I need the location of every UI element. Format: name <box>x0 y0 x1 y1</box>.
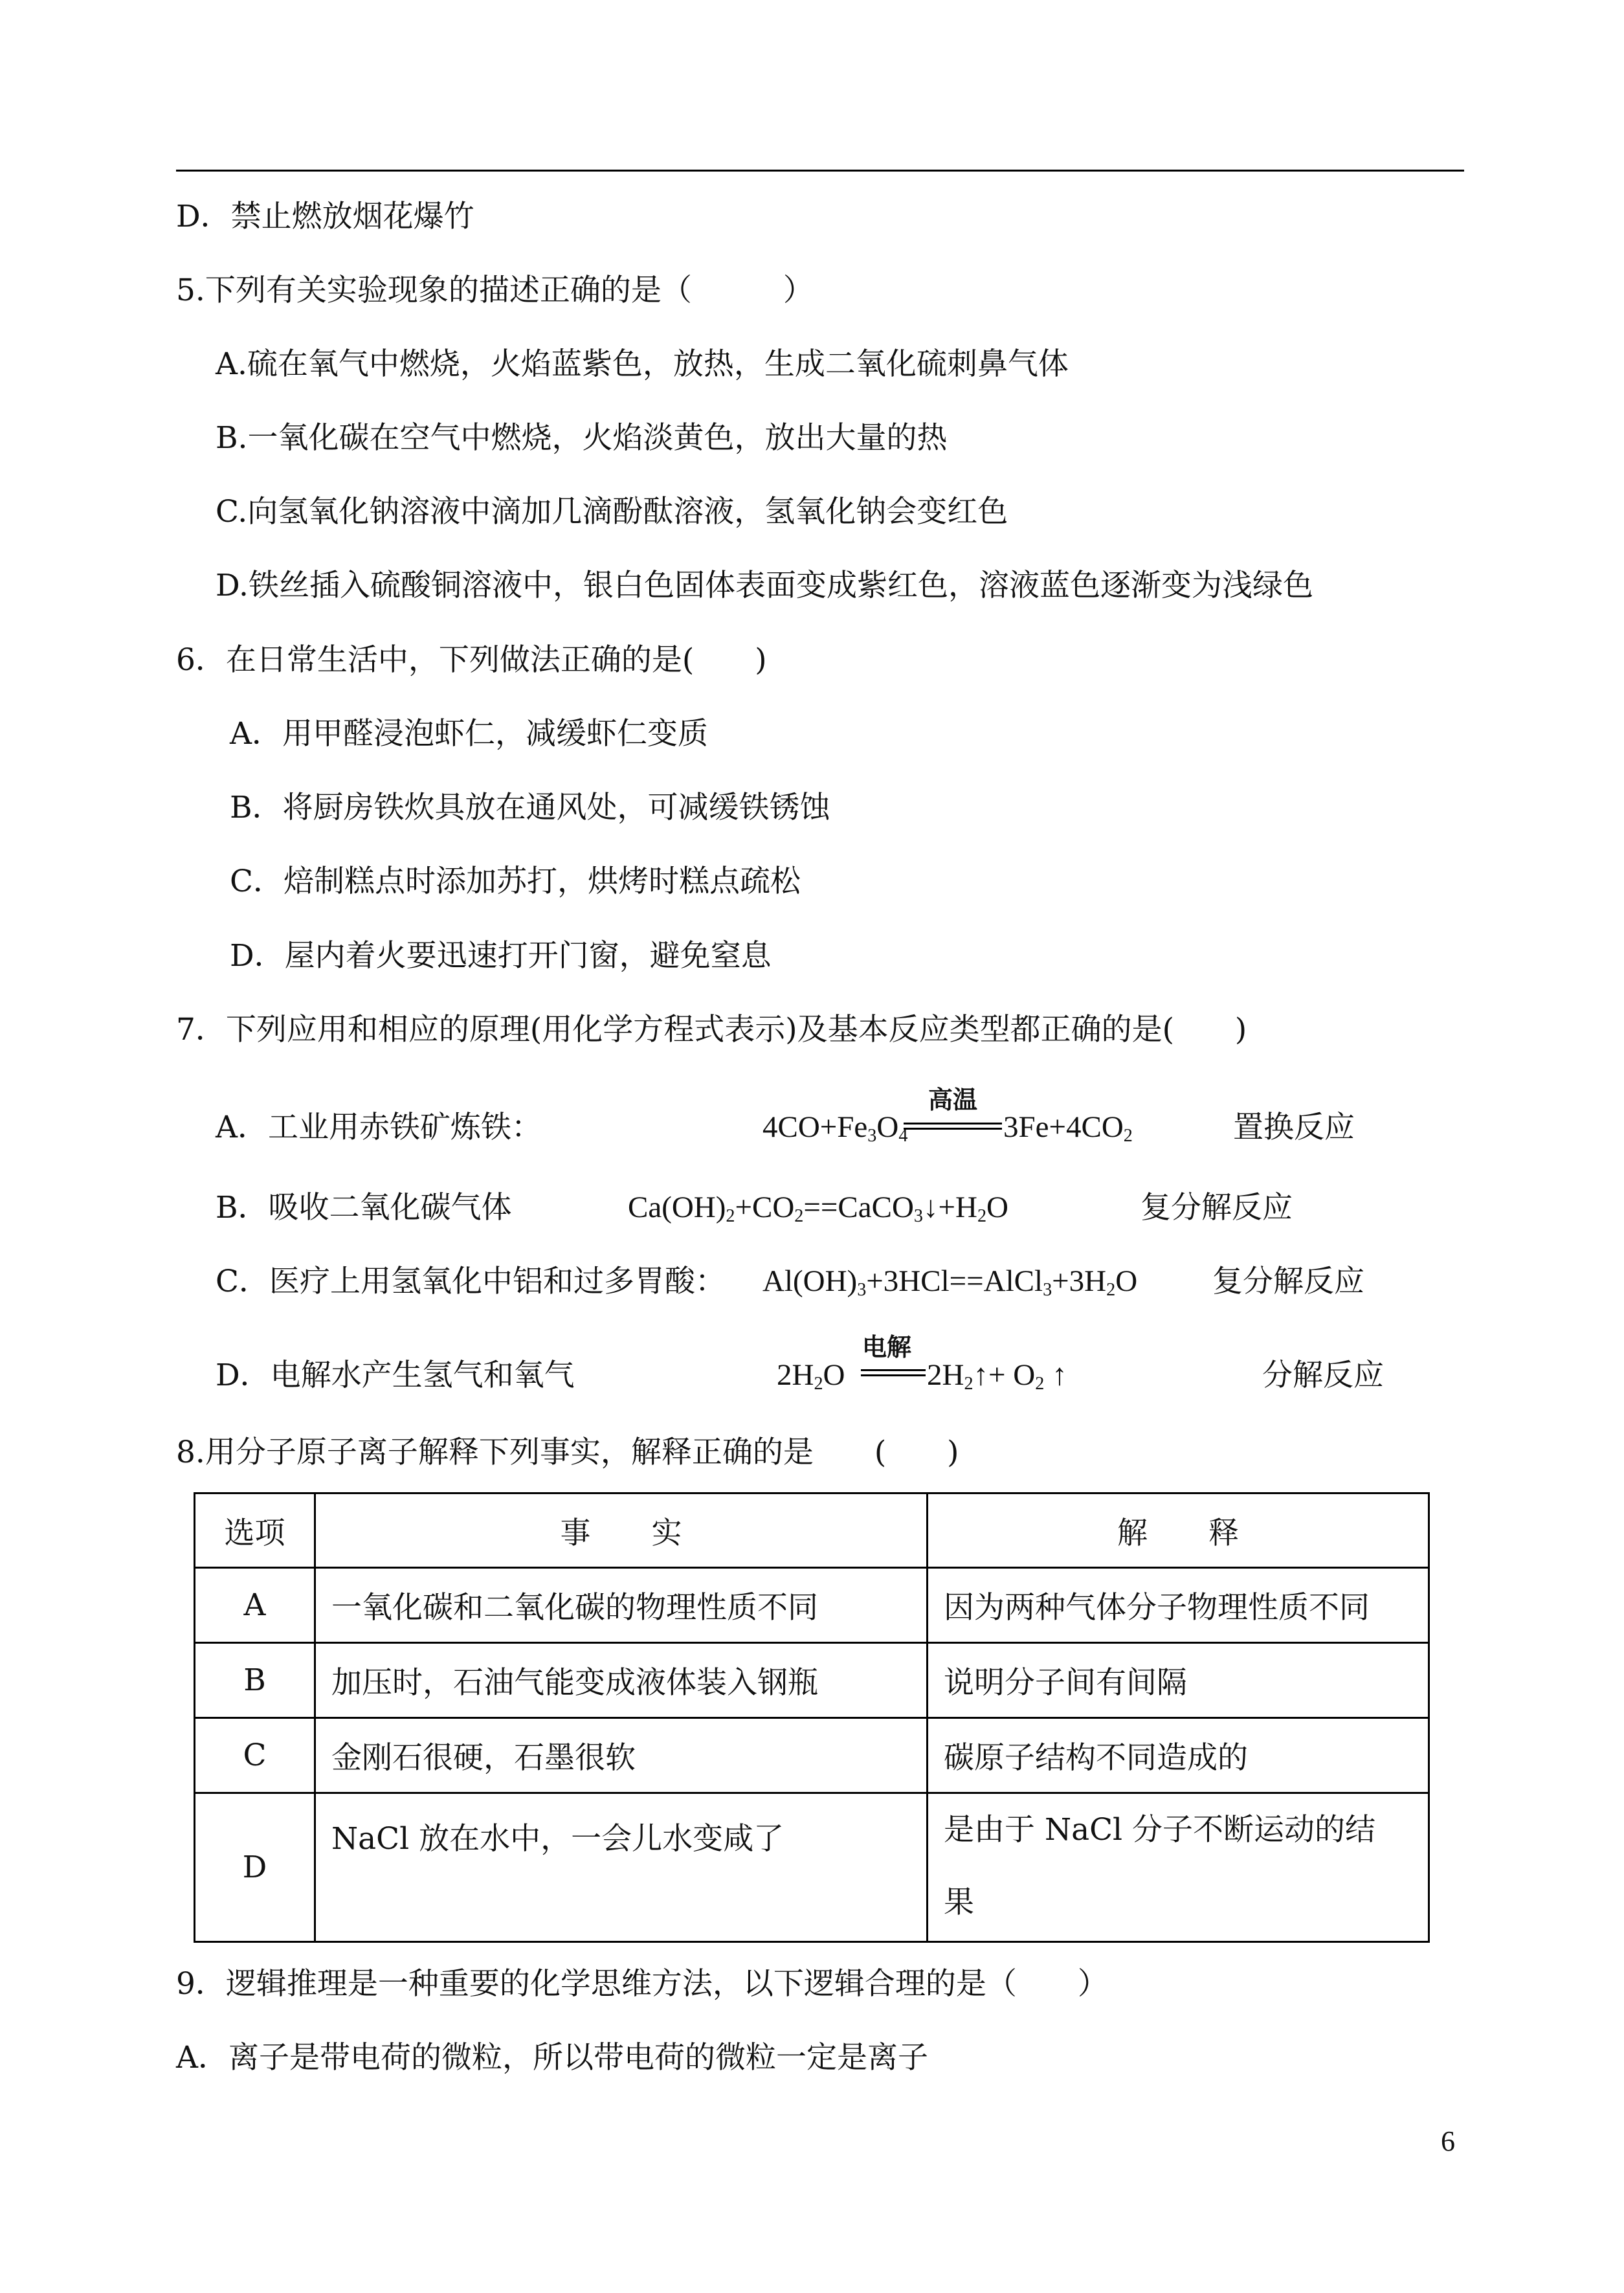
row-fact: 一氧化碳和二氧化碳的物理性质不同 <box>315 1568 928 1643</box>
q6-option-c: C．焙制糕点时添加苏打，烘烤时糕点疏松 <box>230 864 801 899</box>
row-explanation <box>928 1793 1429 1942</box>
table-row <box>195 1568 1429 1643</box>
page-number: 6 <box>1441 2125 1455 2157</box>
q7-option-a-label: A．工业用赤铁矿炼铁： <box>216 1110 542 1145</box>
q7-option-a-condition: 高温 <box>928 1085 978 1114</box>
q7-option-b-type: 复分解反应 <box>1140 1190 1293 1225</box>
q8-table <box>194 1492 1430 1943</box>
row-option: D <box>195 1793 315 1942</box>
q7-option-c-type: 复分解反应 <box>1212 1264 1364 1299</box>
row-option: A <box>195 1568 315 1643</box>
table-header-row <box>195 1493 1429 1568</box>
q7-option-a-rhs: $3Fe+4CO_2$ <box>1003 1110 1133 1146</box>
q7-option-b-equation: $Ca(OH)_2+CO_2==CaCO_3↓+H_2O$ <box>628 1191 1008 1227</box>
question-6: 6．在日常生活中，下列做法正确的是( ) <box>176 642 767 678</box>
header-fact: 事 实 <box>315 1493 928 1568</box>
header-option: 选项 <box>195 1493 315 1568</box>
row-explanation-line: 果 <box>944 1885 974 1920</box>
q9-option-a: A．离子是带电荷的微粒，所以带电荷的微粒一定是离子 <box>176 2040 928 2075</box>
header-explanation: 解 释 <box>928 1493 1429 1568</box>
header-rule <box>176 170 1464 172</box>
table-row <box>195 1643 1429 1718</box>
q6-option-a: A．用甲醛浸泡虾仁，减缓虾仁变质 <box>230 716 708 752</box>
question-7: 7．下列应用和相应的原理(用化学方程式表示)及基本反应类型都正确的是( ) <box>176 1012 1247 1047</box>
row-fact: 金刚石很硬，石墨很软 <box>315 1718 928 1793</box>
q7-option-d-lhs: $2H_2O$ <box>777 1358 845 1394</box>
question-8: 8.用分子原子离子解释下列事实，解释正确的是 ( ) <box>176 1435 959 1470</box>
q5-option-b: B.一氧化碳在空气中燃烧，火焰淡黄色，放出大量的热 <box>216 420 948 456</box>
row-option: C <box>195 1718 315 1793</box>
prev-option-d: D．禁止燃放烟花爆竹 <box>176 199 474 234</box>
q7-option-d-rhs: $2H_2↑+ O_2$ ↑ <box>927 1358 1067 1394</box>
q7-option-d-label: D．电解水产生氢气和氧气 <box>216 1358 575 1393</box>
q7-option-a-arrow <box>904 1123 1002 1124</box>
row-explanation-line: 是由于 NaCl 分子不断运动的结 <box>944 1812 1376 1848</box>
row-fact: 加压时，石油气能变成液体装入钢瓶 <box>315 1643 928 1718</box>
q7-option-d-condition: 电解 <box>862 1332 912 1361</box>
q7-option-a-lhs: $4CO+Fe_3O_4$ <box>762 1110 908 1146</box>
q7-option-a-type: 置换反应 <box>1233 1110 1355 1145</box>
question-9: 9．逻辑推理是一种重要的化学思维方法，以下逻辑合理的是（ ） <box>176 1966 1108 2002</box>
q5-option-c: C.向氢氧化钠溶液中滴加几滴酚酞溶液，氢氧化钠会变红色 <box>216 494 1008 530</box>
table-row <box>195 1793 1429 1942</box>
q5-option-a: A.硫在氧气中燃烧，火焰蓝紫色，放热，生成二氧化硫刺鼻气体 <box>216 346 1069 382</box>
row-fact: NaCl 放在水中，一会儿水变咸了 <box>315 1793 928 1942</box>
q7-option-b-label: B．吸收二氧化碳气体 <box>216 1190 512 1225</box>
q7-option-d-type: 分解反应 <box>1262 1358 1384 1393</box>
q5-option-d: D.铁丝插入硫酸铜溶液中，银白色固体表面变成紫红色，溶液蓝色逐渐变为浅绿色 <box>216 568 1313 603</box>
q7-option-c-label: C．医疗上用氢氧化中铝和过多胃酸： <box>216 1264 726 1299</box>
q6-option-b: B．将厨房铁炊具放在通风处，可减缓铁锈蚀 <box>230 790 830 825</box>
question-5: 5.下列有关实验现象的描述正确的是（ ） <box>176 273 814 308</box>
q7-option-d-arrow <box>861 1369 926 1371</box>
row-explanation: 因为两种气体分子物理性质不同 <box>928 1568 1429 1643</box>
row-explanation: 碳原子结构不同造成的 <box>928 1718 1429 1793</box>
row-explanation: 说明分子间有间隔 <box>928 1643 1429 1718</box>
row-option: B <box>195 1643 315 1718</box>
table-row <box>195 1718 1429 1793</box>
q7-option-c-equation: $Al(OH)_3+3HCl==AlCl_3+3H_2O$ <box>762 1264 1138 1301</box>
q6-option-d: D．屋内着火要迅速打开门窗，避免窒息 <box>230 938 772 974</box>
